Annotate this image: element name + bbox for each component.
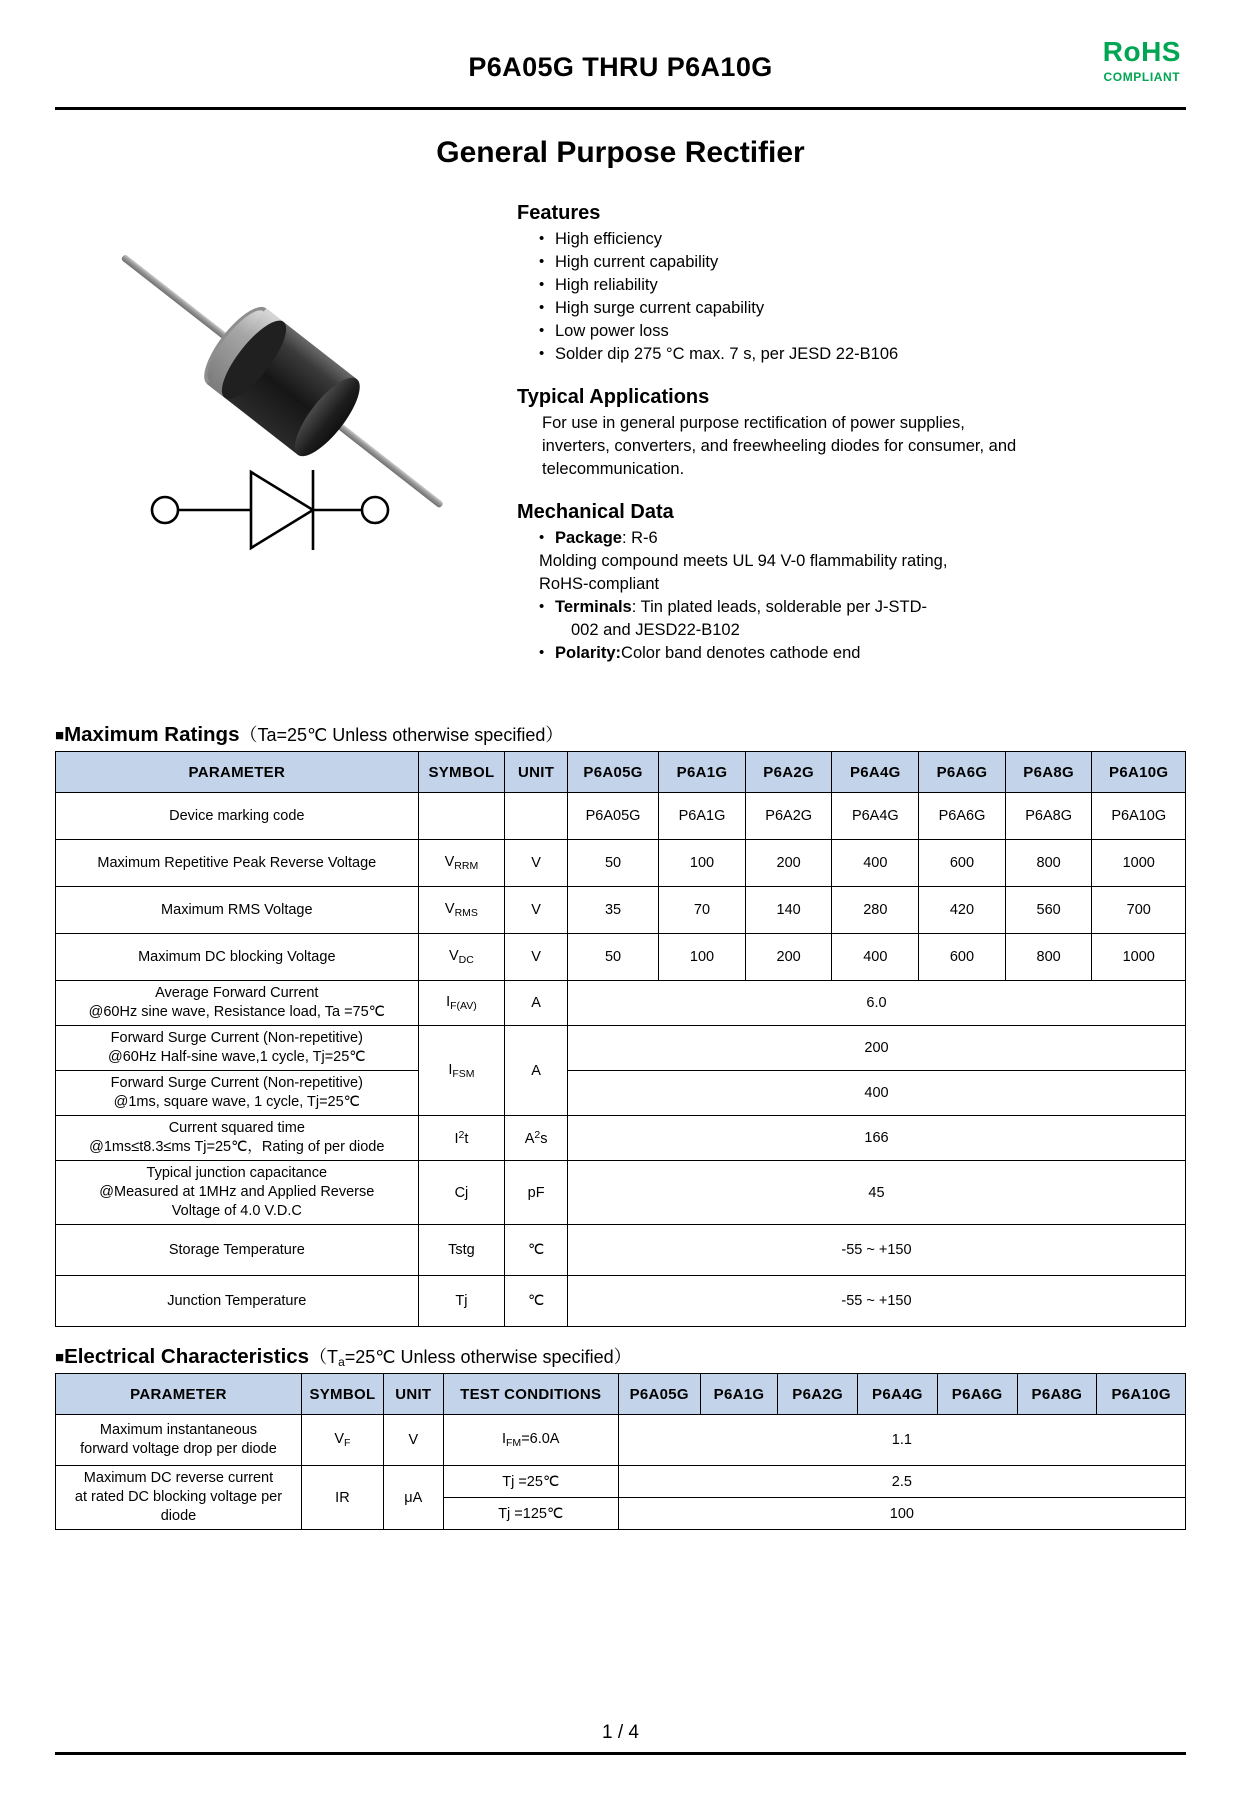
row-value: 50 bbox=[567, 934, 658, 981]
unit-superscript: 2 bbox=[534, 1129, 541, 1141]
row-value: P6A2G bbox=[745, 793, 832, 840]
page-header bbox=[55, 38, 1186, 110]
col-p6a05g: P6A05G bbox=[618, 1374, 700, 1415]
row-unit: pF bbox=[505, 1161, 568, 1225]
mechanical-terminals bbox=[517, 596, 1037, 642]
row-value: 200 bbox=[745, 840, 832, 887]
row-value: 700 bbox=[1092, 887, 1186, 934]
electrical-characteristics-table bbox=[55, 1373, 1186, 1530]
row-symbol bbox=[418, 1116, 505, 1161]
row-value: 140 bbox=[745, 887, 832, 934]
row-value: 35 bbox=[567, 887, 658, 934]
terminals-value: : Tin plated leads, solderable per J-STD- bbox=[631, 598, 928, 616]
max-ratings-table bbox=[55, 751, 1186, 1327]
condition-tail: =6.0A bbox=[521, 1431, 560, 1447]
list-item: • High surge current capability bbox=[539, 297, 1037, 320]
row-value-span: 400 bbox=[567, 1071, 1185, 1116]
rohs-compliant-label: COMPLIANT bbox=[1103, 70, 1181, 84]
symbol-subscript: DC bbox=[458, 954, 474, 966]
row-symbol bbox=[418, 981, 505, 1026]
table-row bbox=[56, 981, 1186, 1026]
param-line-1: Forward Surge Current (Non-repetitive) bbox=[110, 1075, 363, 1091]
row-symbol bbox=[301, 1415, 383, 1466]
electrical-condition-pre: （T bbox=[309, 1347, 339, 1367]
row-value: 800 bbox=[1005, 840, 1092, 887]
row-parameter: Storage Temperature bbox=[56, 1225, 419, 1276]
package-label: Package bbox=[555, 529, 622, 547]
datasheet-page bbox=[0, 38, 1241, 1793]
features-list bbox=[517, 228, 1037, 366]
param-line-1: Maximum DC reverse current bbox=[83, 1470, 274, 1486]
unit-base: A bbox=[524, 1131, 535, 1147]
page-title: General Purpose Rectifier bbox=[436, 136, 805, 169]
row-value: 280 bbox=[832, 887, 919, 934]
col-p6a10g: P6A10G bbox=[1097, 1374, 1186, 1415]
row-value: P6A1G bbox=[659, 793, 746, 840]
row-parameter: Maximum DC blocking Voltage bbox=[56, 934, 419, 981]
symbol-base: I bbox=[446, 994, 451, 1010]
param-line-2: @60Hz sine wave, Resistance load, Ta =75℃ bbox=[88, 1004, 385, 1020]
param-line-2: @1ms≤t8.3≤ms Tj=25℃，Rating of per diode bbox=[89, 1139, 385, 1155]
row-unit: V bbox=[505, 887, 568, 934]
mechanical-polarity bbox=[517, 642, 1037, 665]
row-value: P6A05G bbox=[567, 793, 658, 840]
row-value-span: 100 bbox=[618, 1498, 1185, 1530]
row-unit bbox=[505, 1116, 568, 1161]
table-header-row bbox=[56, 752, 1186, 793]
row-value: 1000 bbox=[1092, 934, 1186, 981]
table-row bbox=[56, 840, 1186, 887]
row-parameter bbox=[56, 1415, 302, 1466]
row-value-span: 2.5 bbox=[618, 1466, 1185, 1498]
row-unit bbox=[505, 793, 568, 840]
row-parameter bbox=[56, 1071, 419, 1116]
col-p6a05g: P6A05G bbox=[567, 752, 658, 793]
row-condition bbox=[443, 1415, 618, 1466]
row-value: 400 bbox=[832, 840, 919, 887]
col-parameter: PARAMETER bbox=[56, 1374, 302, 1415]
symbol-subscript: F(AV) bbox=[450, 1000, 477, 1012]
rohs-label: RoHS bbox=[1102, 36, 1181, 67]
part-number-range: P6A05G THRU P6A10G bbox=[468, 52, 773, 82]
page-number: 1 / 4 bbox=[602, 1722, 639, 1743]
row-parameter bbox=[56, 1161, 419, 1225]
col-p6a4g: P6A4G bbox=[832, 752, 919, 793]
electrical-title: Electrical Characteristics bbox=[64, 1345, 310, 1368]
page-footer bbox=[55, 1722, 1186, 1755]
condition-base: I bbox=[501, 1431, 507, 1447]
rohs-logo bbox=[1103, 38, 1181, 83]
row-value: 50 bbox=[567, 840, 658, 887]
header-divider bbox=[55, 107, 1186, 110]
row-value: 800 bbox=[1005, 934, 1092, 981]
table-row bbox=[56, 1276, 1186, 1327]
row-unit: A bbox=[505, 1026, 568, 1116]
table-row bbox=[56, 1415, 1186, 1466]
list-item: • Low power loss bbox=[539, 320, 1037, 343]
row-symbol: Cj bbox=[418, 1161, 505, 1225]
package-artwork-column bbox=[55, 180, 505, 700]
param-line-3: Voltage of 4.0 V.D.C bbox=[171, 1203, 302, 1219]
table-row bbox=[56, 1071, 1186, 1116]
row-symbol bbox=[418, 934, 505, 981]
axial-diode-photo bbox=[55, 180, 505, 700]
row-unit: ℃ bbox=[505, 1225, 568, 1276]
symbol-subscript: RRM bbox=[454, 860, 479, 872]
row-value: 420 bbox=[919, 887, 1006, 934]
table-row bbox=[56, 1116, 1186, 1161]
row-symbol bbox=[418, 887, 505, 934]
row-value: 600 bbox=[919, 840, 1006, 887]
row-parameter: Junction Temperature bbox=[56, 1276, 419, 1327]
row-value: P6A4G bbox=[832, 793, 919, 840]
col-p6a10g: P6A10G bbox=[1092, 752, 1186, 793]
terminals-label: Terminals bbox=[555, 598, 632, 616]
row-value-span: -55 ~ +150 bbox=[567, 1225, 1185, 1276]
col-p6a8g: P6A8G bbox=[1005, 752, 1092, 793]
features-heading: Features bbox=[517, 202, 601, 224]
mechanical-molding-line1: Molding compound meets UL 94 V-0 flammability rating, bbox=[539, 552, 948, 570]
row-value-span: 200 bbox=[567, 1026, 1185, 1071]
param-line-1: Forward Surge Current (Non-repetitive) bbox=[110, 1030, 363, 1046]
col-p6a6g: P6A6G bbox=[937, 1374, 1017, 1415]
row-value-span: 45 bbox=[567, 1161, 1185, 1225]
specs-text-column bbox=[517, 202, 1037, 665]
col-p6a2g: P6A2G bbox=[745, 752, 832, 793]
col-unit: UNIT bbox=[505, 752, 568, 793]
electrical-condition-post: =25℃ Unless otherwise specified） bbox=[344, 1347, 632, 1367]
param-line-2: forward voltage drop per diode bbox=[80, 1441, 277, 1457]
max-ratings-condition: （Ta=25℃ Unless otherwise specified） bbox=[239, 725, 564, 745]
col-p6a2g: P6A2G bbox=[778, 1374, 858, 1415]
table-row bbox=[56, 1026, 1186, 1071]
symbol-subscript: FSM bbox=[452, 1067, 475, 1080]
mechanical-molding-line2: RoHS-compliant bbox=[539, 575, 660, 593]
row-parameter: Maximum RMS Voltage bbox=[56, 887, 419, 934]
package-value: : R-6 bbox=[621, 529, 658, 547]
electrical-caption bbox=[55, 1343, 1186, 1369]
row-value: P6A8G bbox=[1005, 793, 1092, 840]
list-item: • Solder dip 275 °C max. 7 s, per JESD 22-B106 bbox=[539, 343, 1037, 366]
table-row bbox=[56, 1466, 1186, 1498]
col-p6a6g: P6A6G bbox=[919, 752, 1006, 793]
row-value-span: -55 ~ +150 bbox=[567, 1276, 1185, 1327]
param-line-2: at rated DC blocking voltage per bbox=[74, 1489, 283, 1505]
table-header-row bbox=[56, 1374, 1186, 1415]
row-value-span: 6.0 bbox=[567, 981, 1185, 1026]
row-unit: ℃ bbox=[505, 1276, 568, 1327]
symbol-base: V bbox=[334, 1431, 345, 1447]
param-line-3: diode bbox=[160, 1508, 197, 1524]
col-p6a4g: P6A4G bbox=[858, 1374, 938, 1415]
list-item: • High current capability bbox=[539, 251, 1037, 274]
unit-tail: s bbox=[540, 1131, 548, 1147]
row-condition: Tj =125℃ bbox=[443, 1498, 618, 1530]
row-value: 200 bbox=[745, 934, 832, 981]
row-value: P6A6G bbox=[919, 793, 1006, 840]
table-row bbox=[56, 1161, 1186, 1225]
row-parameter bbox=[56, 1116, 419, 1161]
list-item: • High efficiency bbox=[539, 228, 1037, 251]
param-line-1: Average Forward Current bbox=[155, 985, 319, 1001]
row-value: P6A10G bbox=[1092, 793, 1186, 840]
row-value: 70 bbox=[659, 887, 746, 934]
row-unit: A bbox=[505, 981, 568, 1026]
max-ratings-title: Maximum Ratings bbox=[64, 723, 240, 746]
param-line-2: @60Hz Half-sine wave,1 cycle, Tj=25℃ bbox=[107, 1049, 366, 1065]
terminals-value-cont: 002 and JESD22-B102 bbox=[571, 621, 740, 639]
row-value-span: 1.1 bbox=[618, 1415, 1185, 1466]
row-symbol bbox=[418, 840, 505, 887]
row-symbol: Tstg bbox=[418, 1225, 505, 1276]
symbol-base: V bbox=[444, 901, 455, 917]
symbol-subscript: F bbox=[344, 1437, 351, 1449]
row-value-span: 166 bbox=[567, 1116, 1185, 1161]
symbol-base: V bbox=[449, 948, 459, 964]
col-p6a1g: P6A1G bbox=[659, 752, 746, 793]
row-value: 600 bbox=[919, 934, 1006, 981]
row-symbol bbox=[418, 1026, 505, 1116]
list-item: • High reliability bbox=[539, 274, 1037, 297]
polarity-value: Color band denotes cathode end bbox=[621, 644, 861, 662]
col-symbol: SYMBOL bbox=[418, 752, 505, 793]
col-unit: UNIT bbox=[383, 1374, 443, 1415]
col-p6a1g: P6A1G bbox=[700, 1374, 778, 1415]
symbol-subscript: RMS bbox=[454, 907, 478, 919]
symbol-superscript: 2 bbox=[458, 1129, 465, 1141]
bullet-square-icon: ■ bbox=[55, 727, 65, 744]
param-line-1: Typical junction capacitance bbox=[146, 1165, 328, 1181]
row-parameter: Maximum Repetitive Peak Reverse Voltage bbox=[56, 840, 419, 887]
symbol-base: V bbox=[444, 854, 455, 870]
bullet-square-icon: ■ bbox=[55, 1349, 65, 1366]
max-ratings-caption bbox=[55, 721, 1186, 747]
row-unit: μA bbox=[383, 1466, 443, 1530]
diode-schematic-symbol bbox=[152, 470, 388, 550]
applications-heading: Typical Applications bbox=[517, 386, 710, 408]
row-parameter bbox=[56, 1026, 419, 1071]
symbol-tail: t bbox=[464, 1131, 469, 1147]
table-row bbox=[56, 934, 1186, 981]
mechanical-heading: Mechanical Data bbox=[517, 501, 674, 523]
table-row bbox=[56, 1225, 1186, 1276]
row-value: 100 bbox=[659, 934, 746, 981]
table-row bbox=[56, 793, 1186, 840]
col-symbol: SYMBOL bbox=[301, 1374, 383, 1415]
row-value: 100 bbox=[659, 840, 746, 887]
row-condition: Tj =25℃ bbox=[443, 1466, 618, 1498]
row-parameter: Device marking code bbox=[56, 793, 419, 840]
col-test-conditions: TEST CONDITIONS bbox=[443, 1374, 618, 1415]
polarity-label: Polarity: bbox=[555, 644, 622, 662]
overview-section bbox=[55, 180, 1186, 705]
row-value: 400 bbox=[832, 934, 919, 981]
row-symbol: IR bbox=[301, 1466, 383, 1530]
row-unit: V bbox=[505, 934, 568, 981]
symbol-base: I bbox=[454, 1131, 459, 1147]
col-p6a8g: P6A8G bbox=[1017, 1374, 1097, 1415]
table-row bbox=[56, 887, 1186, 934]
electrical-condition-sub: a bbox=[338, 1355, 345, 1369]
row-parameter bbox=[56, 981, 419, 1026]
symbol-base: I bbox=[448, 1061, 453, 1078]
row-value: 560 bbox=[1005, 887, 1092, 934]
row-symbol: Tj bbox=[418, 1276, 505, 1327]
col-parameter: PARAMETER bbox=[56, 752, 419, 793]
condition-subscript: FM bbox=[506, 1437, 522, 1449]
param-line-1: Current squared time bbox=[168, 1120, 305, 1136]
row-unit: V bbox=[505, 840, 568, 887]
mechanical-package bbox=[517, 527, 1037, 550]
param-line-1: Maximum instantaneous bbox=[99, 1422, 258, 1438]
row-symbol bbox=[418, 793, 505, 840]
param-line-2: @1ms, square wave, 1 cycle, Tj=25℃ bbox=[113, 1094, 360, 1110]
row-unit: V bbox=[383, 1415, 443, 1466]
param-line-2: @Measured at 1MHz and Applied Reverse bbox=[99, 1184, 375, 1200]
applications-text: For use in general purpose rectification of power supplies, inverters, converters, and freewheeling diodes for consumer, and telecommunication. bbox=[542, 414, 1017, 478]
row-parameter bbox=[56, 1466, 302, 1530]
row-value: 1000 bbox=[1092, 840, 1186, 887]
